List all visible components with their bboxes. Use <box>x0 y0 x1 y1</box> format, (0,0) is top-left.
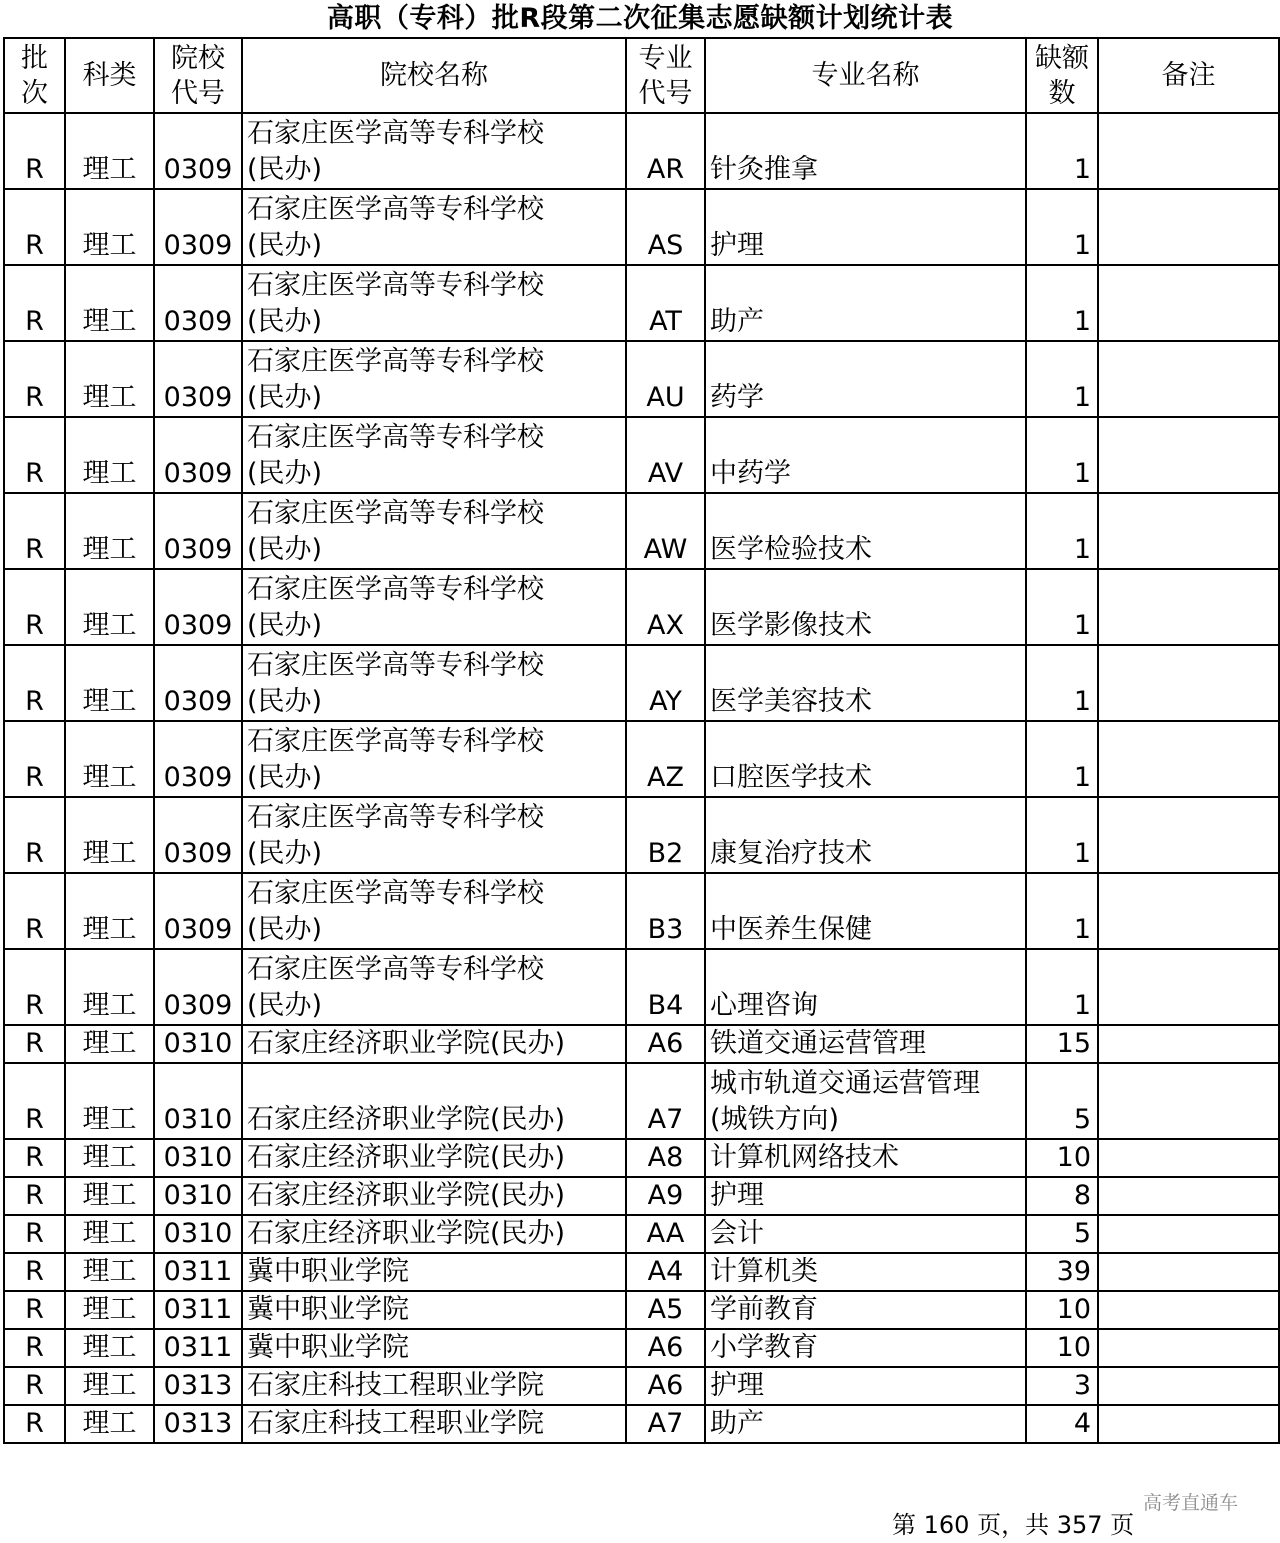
cell-school-name: 石家庄经济职业学院(民办) <box>242 1177 626 1215</box>
cell-vacancy: 3 <box>1026 1367 1098 1405</box>
table-row <box>4 493 1279 569</box>
cell-school-name: 石家庄医学高等专科学校 (民办) <box>242 417 626 493</box>
cell-batch: R <box>4 1367 65 1405</box>
cell-remarks <box>1098 949 1279 1025</box>
cell-remarks <box>1098 1291 1279 1329</box>
page-number: 第 160 页，共 357 页 <box>892 1511 1135 1539</box>
cell-vacancy: 8 <box>1026 1177 1098 1215</box>
cell-remarks <box>1098 417 1279 493</box>
cell-remarks <box>1098 341 1279 417</box>
table-row <box>4 721 1279 797</box>
header-vacancy: 缺额 数 <box>1026 38 1098 113</box>
cell-major-name: 小学教育 <box>705 1329 1026 1367</box>
cell-category: 理工 <box>65 797 154 873</box>
cell-remarks <box>1098 265 1279 341</box>
cell-vacancy: 10 <box>1026 1291 1098 1329</box>
cell-remarks <box>1098 493 1279 569</box>
header-major-code: 专业 代号 <box>626 38 705 113</box>
cell-remarks <box>1098 1177 1279 1215</box>
cell-batch: R <box>4 1139 65 1177</box>
page-title: 高职（专科）批R段第二次征集志愿缺额计划统计表 <box>326 3 954 34</box>
cell-school-name: 石家庄科技工程职业学院 <box>242 1367 626 1405</box>
cell-major-name: 康复治疗技术 <box>705 797 1026 873</box>
cell-major-name: 医学美容技术 <box>705 645 1026 721</box>
cell-category: 理工 <box>65 1063 154 1139</box>
cell-batch: R <box>4 1063 65 1139</box>
cell-major-name: 口腔医学技术 <box>705 721 1026 797</box>
cell-vacancy: 1 <box>1026 569 1098 645</box>
table-row <box>4 569 1279 645</box>
cell-vacancy: 1 <box>1026 189 1098 265</box>
cell-remarks <box>1098 645 1279 721</box>
cell-school-name: 冀中职业学院 <box>242 1253 626 1291</box>
table-row <box>4 189 1279 265</box>
cell-major-code: AW <box>626 493 705 569</box>
cell-remarks <box>1098 797 1279 873</box>
cell-school-name: 石家庄医学高等专科学校 (民办) <box>242 265 626 341</box>
cell-batch: R <box>4 1291 65 1329</box>
cell-major-name: 会计 <box>705 1215 1026 1253</box>
cell-school-name: 石家庄经济职业学院(民办) <box>242 1139 626 1177</box>
cell-school-code: 0309 <box>154 113 242 189</box>
cell-category: 理工 <box>65 113 154 189</box>
table-row <box>4 1329 1279 1367</box>
cell-school-code: 0310 <box>154 1139 242 1177</box>
cell-remarks <box>1098 569 1279 645</box>
cell-school-name: 石家庄医学高等专科学校 (民办) <box>242 341 626 417</box>
cell-school-code: 0311 <box>154 1329 242 1367</box>
cell-category: 理工 <box>65 721 154 797</box>
cell-school-name: 石家庄医学高等专科学校 (民办) <box>242 645 626 721</box>
cell-category: 理工 <box>65 1253 154 1291</box>
header-school-code: 院校 代号 <box>154 38 242 113</box>
cell-major-name: 针灸推拿 <box>705 113 1026 189</box>
cell-school-name: 石家庄医学高等专科学校 (民办) <box>242 493 626 569</box>
cell-remarks <box>1098 1215 1279 1253</box>
cell-vacancy: 15 <box>1026 1025 1098 1063</box>
cell-major-code: AT <box>626 265 705 341</box>
cell-remarks <box>1098 1329 1279 1367</box>
cell-major-name: 铁道交通运营管理 <box>705 1025 1026 1063</box>
cell-school-code: 0309 <box>154 721 242 797</box>
cell-school-code: 0309 <box>154 569 242 645</box>
table-row <box>4 1139 1279 1177</box>
cell-school-code: 0310 <box>154 1215 242 1253</box>
cell-remarks <box>1098 1367 1279 1405</box>
cell-major-code: AZ <box>626 721 705 797</box>
cell-major-name: 医学影像技术 <box>705 569 1026 645</box>
cell-batch: R <box>4 569 65 645</box>
cell-major-code: A6 <box>626 1025 705 1063</box>
cell-major-code: AV <box>626 417 705 493</box>
cell-school-name: 石家庄医学高等专科学校 (民办) <box>242 873 626 949</box>
cell-major-code: B4 <box>626 949 705 1025</box>
cell-remarks <box>1098 1063 1279 1139</box>
cell-school-name: 石家庄经济职业学院(民办) <box>242 1215 626 1253</box>
cell-major-name: 护理 <box>705 1367 1026 1405</box>
cell-school-code: 0309 <box>154 265 242 341</box>
cell-major-name: 学前教育 <box>705 1291 1026 1329</box>
cell-vacancy: 1 <box>1026 493 1098 569</box>
cell-vacancy: 1 <box>1026 797 1098 873</box>
cell-school-code: 0311 <box>154 1253 242 1291</box>
cell-remarks <box>1098 189 1279 265</box>
cell-category: 理工 <box>65 1177 154 1215</box>
cell-vacancy: 10 <box>1026 1139 1098 1177</box>
cell-school-code: 0313 <box>154 1367 242 1405</box>
cell-batch: R <box>4 1329 65 1367</box>
table-row <box>4 265 1279 341</box>
cell-batch: R <box>4 873 65 949</box>
cell-category: 理工 <box>65 1291 154 1329</box>
header-remarks: 备注 <box>1098 38 1279 113</box>
cell-school-code: 0310 <box>154 1177 242 1215</box>
cell-major-code: B3 <box>626 873 705 949</box>
cell-batch: R <box>4 1025 65 1063</box>
cell-category: 理工 <box>65 873 154 949</box>
cell-vacancy: 1 <box>1026 721 1098 797</box>
cell-category: 理工 <box>65 1025 154 1063</box>
cell-batch: R <box>4 189 65 265</box>
cell-vacancy: 5 <box>1026 1063 1098 1139</box>
cell-major-name: 助产 <box>705 265 1026 341</box>
cell-major-name: 护理 <box>705 1177 1026 1215</box>
cell-remarks <box>1098 721 1279 797</box>
table-row <box>4 1177 1279 1215</box>
cell-major-name: 中药学 <box>705 417 1026 493</box>
cell-vacancy: 39 <box>1026 1253 1098 1291</box>
cell-batch: R <box>4 721 65 797</box>
table-row <box>4 1215 1279 1253</box>
cell-school-code: 0309 <box>154 797 242 873</box>
cell-major-name: 药学 <box>705 341 1026 417</box>
cell-school-name: 石家庄医学高等专科学校 (民办) <box>242 569 626 645</box>
cell-batch: R <box>4 1253 65 1291</box>
cell-major-code: AR <box>626 113 705 189</box>
cell-remarks <box>1098 1253 1279 1291</box>
cell-category: 理工 <box>65 569 154 645</box>
cell-category: 理工 <box>65 189 154 265</box>
cell-vacancy: 1 <box>1026 417 1098 493</box>
header-category: 科类 <box>65 38 154 113</box>
cell-major-code: A7 <box>626 1405 705 1443</box>
cell-batch: R <box>4 645 65 721</box>
cell-major-name: 城市轨道交通运营管理 (城铁方向) <box>705 1063 1026 1139</box>
cell-category: 理工 <box>65 1329 154 1367</box>
table-row <box>4 1025 1279 1063</box>
cell-school-name: 石家庄经济职业学院(民办) <box>242 1063 626 1139</box>
cell-batch: R <box>4 1177 65 1215</box>
cell-school-code: 0309 <box>154 189 242 265</box>
cell-category: 理工 <box>65 341 154 417</box>
cell-category: 理工 <box>65 493 154 569</box>
table-row <box>4 417 1279 493</box>
cell-school-name: 石家庄医学高等专科学校 (民办) <box>242 949 626 1025</box>
cell-remarks <box>1098 873 1279 949</box>
cell-major-code: A4 <box>626 1253 705 1291</box>
table-row <box>4 873 1279 949</box>
cell-school-name: 石家庄经济职业学院(民办) <box>242 1025 626 1063</box>
table-row <box>4 1405 1279 1443</box>
cell-school-name: 石家庄医学高等专科学校 (民办) <box>242 113 626 189</box>
cell-vacancy: 1 <box>1026 341 1098 417</box>
cell-vacancy: 1 <box>1026 113 1098 189</box>
cell-school-name: 石家庄科技工程职业学院 <box>242 1405 626 1443</box>
cell-category: 理工 <box>65 1367 154 1405</box>
table-row <box>4 1063 1279 1139</box>
cell-remarks <box>1098 1405 1279 1443</box>
cell-school-name: 石家庄医学高等专科学校 (民办) <box>242 797 626 873</box>
cell-category: 理工 <box>65 645 154 721</box>
cell-category: 理工 <box>65 265 154 341</box>
cell-category: 理工 <box>65 417 154 493</box>
cell-major-code: B2 <box>626 797 705 873</box>
cell-major-name: 助产 <box>705 1405 1026 1443</box>
cell-vacancy: 5 <box>1026 1215 1098 1253</box>
cell-major-name: 中医养生保健 <box>705 873 1026 949</box>
cell-batch: R <box>4 1405 65 1443</box>
cell-major-name: 医学检验技术 <box>705 493 1026 569</box>
cell-batch: R <box>4 417 65 493</box>
cell-vacancy: 1 <box>1026 265 1098 341</box>
cell-category: 理工 <box>65 949 154 1025</box>
header-school-name: 院校名称 <box>242 38 626 113</box>
table-row <box>4 949 1279 1025</box>
cell-school-code: 0309 <box>154 341 242 417</box>
cell-vacancy: 1 <box>1026 949 1098 1025</box>
cell-school-code: 0310 <box>154 1025 242 1063</box>
cell-major-name: 护理 <box>705 189 1026 265</box>
cell-category: 理工 <box>65 1139 154 1177</box>
cell-major-name: 计算机网络技术 <box>705 1139 1026 1177</box>
cell-major-code: A6 <box>626 1329 705 1367</box>
vacancy-plan-table <box>3 37 1280 1444</box>
cell-major-code: AA <box>626 1215 705 1253</box>
cell-remarks <box>1098 1139 1279 1177</box>
cell-school-code: 0309 <box>154 873 242 949</box>
cell-major-code: A9 <box>626 1177 705 1215</box>
cell-vacancy: 1 <box>1026 873 1098 949</box>
cell-school-code: 0309 <box>154 417 242 493</box>
cell-school-code: 0309 <box>154 645 242 721</box>
header-batch: 批 次 <box>4 38 65 113</box>
table-row <box>4 645 1279 721</box>
cell-batch: R <box>4 493 65 569</box>
table-row <box>4 1291 1279 1329</box>
cell-vacancy: 10 <box>1026 1329 1098 1367</box>
cell-school-name: 冀中职业学院 <box>242 1291 626 1329</box>
cell-school-name: 石家庄医学高等专科学校 (民办) <box>242 721 626 797</box>
cell-major-code: A5 <box>626 1291 705 1329</box>
table-row <box>4 1253 1279 1291</box>
cell-major-code: AY <box>626 645 705 721</box>
cell-school-name: 冀中职业学院 <box>242 1329 626 1367</box>
cell-batch: R <box>4 949 65 1025</box>
cell-major-code: AS <box>626 189 705 265</box>
cell-school-code: 0309 <box>154 949 242 1025</box>
cell-major-name: 心理咨询 <box>705 949 1026 1025</box>
cell-vacancy: 4 <box>1026 1405 1098 1443</box>
cell-batch: R <box>4 113 65 189</box>
cell-batch: R <box>4 341 65 417</box>
cell-school-code: 0309 <box>154 493 242 569</box>
cell-school-code: 0311 <box>154 1291 242 1329</box>
table-row <box>4 341 1279 417</box>
cell-school-code: 0310 <box>154 1063 242 1139</box>
cell-batch: R <box>4 797 65 873</box>
table-header-row <box>4 38 1279 113</box>
cell-batch: R <box>4 1215 65 1253</box>
cell-major-code: AU <box>626 341 705 417</box>
table-body <box>4 113 1279 1443</box>
cell-major-code: AX <box>626 569 705 645</box>
header-major-name: 专业名称 <box>705 38 1026 113</box>
cell-remarks <box>1098 1025 1279 1063</box>
cell-school-code: 0313 <box>154 1405 242 1443</box>
cell-school-name: 石家庄医学高等专科学校 (民办) <box>242 189 626 265</box>
cell-major-code: A6 <box>626 1367 705 1405</box>
table-row <box>4 797 1279 873</box>
table-row <box>4 113 1279 189</box>
watermark-text: 高考直通车 <box>1143 1492 1239 1514</box>
cell-category: 理工 <box>65 1405 154 1443</box>
cell-category: 理工 <box>65 1215 154 1253</box>
cell-major-code: A7 <box>626 1063 705 1139</box>
cell-remarks <box>1098 113 1279 189</box>
cell-batch: R <box>4 265 65 341</box>
cell-vacancy: 1 <box>1026 645 1098 721</box>
cell-major-code: A8 <box>626 1139 705 1177</box>
cell-major-name: 计算机类 <box>705 1253 1026 1291</box>
table-row <box>4 1367 1279 1405</box>
